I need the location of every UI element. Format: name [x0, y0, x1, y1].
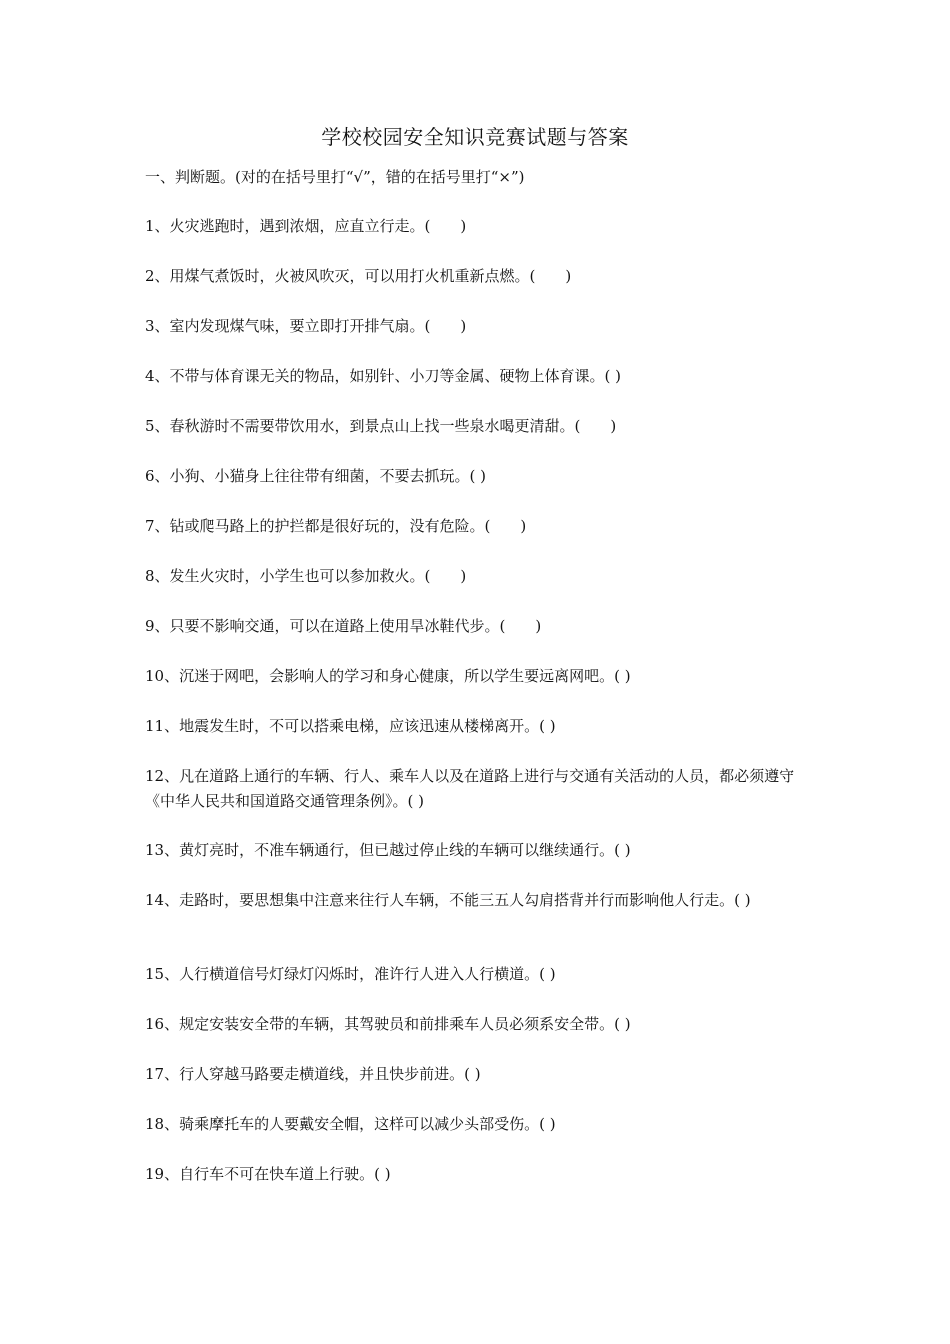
question-17: 17、行人穿越马路要走横道线，并且快步前进。( ) [145, 1065, 481, 1083]
question-13: 13、黄灯亮时，不准车辆通行，但已越过停止线的车辆可以继续通行。( ) [145, 841, 631, 859]
question-19: 19、自行车不可在快车道上行驶。( ) [145, 1165, 391, 1183]
question-2: 2、用煤气煮饭时，火被风吹灭，可以用打火机重新点燃。( ) [145, 267, 572, 285]
question-5: 5、春秋游时不需要带饮用水，到景点山上找一些泉水喝更清甜。( ) [145, 417, 617, 435]
question-7: 7、钻或爬马路上的护拦都是很好玩的，没有危险。( ) [145, 517, 527, 535]
question-6: 6、小狗、小猫身上往往带有细菌，不要去抓玩。( ) [145, 467, 487, 485]
section-heading: 一、判断题。(对的在括号里打“√”，错的在括号里打“×”) [145, 168, 525, 186]
question-18: 18、骑乘摩托车的人要戴安全帽，这样可以减少头部受伤。( ) [145, 1115, 556, 1133]
question-4: 4、不带与体育课无关的物品，如别针、小刀等金属、硬物上体育课。( ) [145, 367, 622, 385]
question-1: 1、火灾逃跑时，遇到浓烟，应直立行走。( ) [145, 217, 467, 235]
question-16: 16、规定安装安全带的车辆，其驾驶员和前排乘车人员必须系安全带。( ) [145, 1015, 631, 1033]
question-8: 8、发生火灾时，小学生也可以参加救火。( ) [145, 567, 467, 585]
question-12: 12、凡在道路上通行的车辆、行人、乘车人以及在道路上进行与交通有关活动的人员，都必须遵守《中华人民共和国道路交通管理条例》。( ) [145, 767, 795, 810]
question-15: 15、人行横道信号灯绿灯闪烁时，准许行人进入人行横道。( ) [145, 965, 556, 983]
question-10: 10、沉迷于网吧，会影响人的学习和身心健康，所以学生要远离网吧。( ) [145, 667, 631, 685]
document-title: 学校校园安全知识竞赛试题与答案 [321, 125, 629, 149]
question-9: 9、只要不影响交通，可以在道路上使用旱冰鞋代步。( ) [145, 617, 542, 635]
question-14: 14、走路时，要思想集中注意来往行人车辆，不能三五人勾肩搭背并行而影响他人行走。( ) [145, 891, 751, 909]
question-3: 3、室内发现煤气味，要立即打开排气扇。( ) [145, 317, 467, 335]
question-11: 11、地震发生时，不可以搭乘电梯，应该迅速从楼梯离开。( ) [145, 717, 556, 735]
